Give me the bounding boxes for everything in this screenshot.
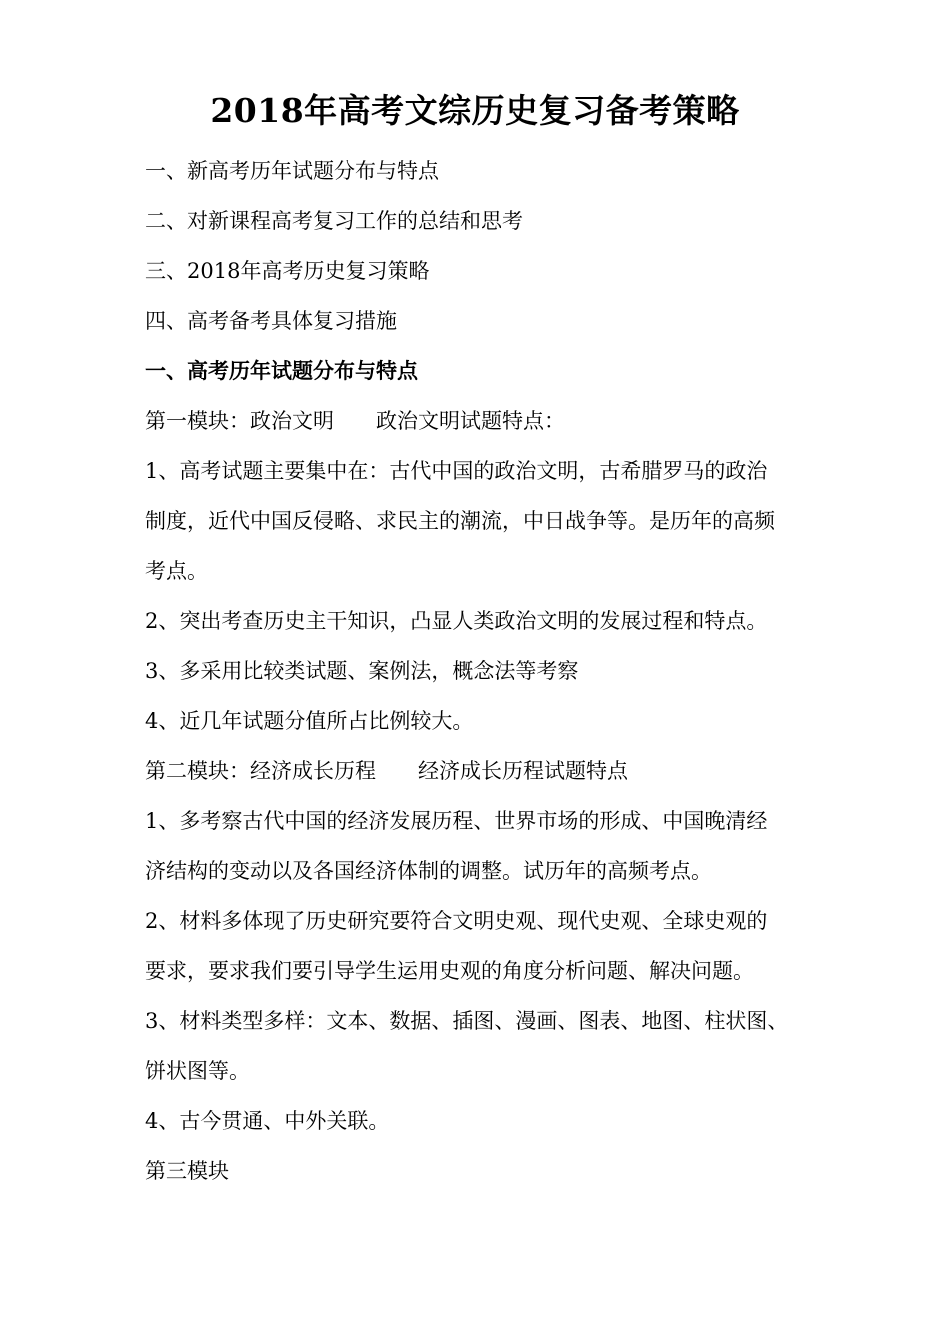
- module2-point3-line1: 3、材料类型多样：文本、数据、插图、漫画、图表、地图、柱状图、: [145, 1009, 789, 1033]
- module2-point2-line2: 要求，要求我们要引导学生运用史观的角度分析问题、解决问题。: [145, 959, 754, 983]
- module1-subtitle: 政治文明试题特点：: [376, 409, 565, 433]
- document-body: [145, 146, 835, 1196]
- outline-item-4: 四、高考备考具体复习措施: [145, 309, 397, 333]
- module1-point1-line3: 考点。: [145, 559, 208, 583]
- document-title: 2018年高考文综历史复习备考策略: [210, 91, 740, 130]
- module2-point1-line2: 济结构的变动以及各国经济体制的调整。试历年的高频考点。: [145, 859, 712, 883]
- section-heading: 一、高考历年试题分布与特点: [145, 358, 418, 383]
- outline-item-1: 一、新高考历年试题分布与特点: [145, 159, 439, 183]
- module1-point4: 4、近几年试题分值所占比例较大。: [145, 709, 474, 733]
- module1-point3: 3、多采用比较类试题、案例法，概念法等考察: [145, 659, 579, 683]
- module2-point3-line2: 饼状图等。: [145, 1059, 250, 1083]
- outline-item-2: 二、对新课程高考复习工作的总结和思考: [145, 209, 523, 233]
- module2-point2-line1: 2、材料多体现了历史研究要符合文明史观、现代史观、全球史观的: [145, 909, 768, 933]
- module3-heading: 第三模块: [145, 1159, 229, 1183]
- module1-point2: 2、突出考查历史主干知识，凸显人类政治文明的发展过程和特点。: [145, 609, 768, 633]
- module1-heading: [145, 396, 835, 446]
- module1-name: 第一模块：政治文明: [145, 409, 334, 433]
- module2-subtitle: 经济成长历程试题特点: [418, 759, 628, 783]
- outline-item-3: 三、2018年高考历史复习策略: [145, 259, 430, 283]
- module2-point4: 4、古今贯通、中外关联。: [145, 1109, 390, 1133]
- module2-point1-line1: 1、多考察古代中国的经济发展历程、世界市场的形成、中国晚清经: [145, 809, 768, 833]
- module1-point1-line2: 制度，近代中国反侵略、求民主的潮流，中日战争等。是历年的高频: [145, 509, 775, 533]
- module1-point1-line1: 1、高考试题主要集中在：古代中国的政治文明，古希腊罗马的政治: [145, 459, 768, 483]
- module2-heading: [145, 746, 835, 796]
- module2-name: 第二模块：经济成长历程: [145, 759, 376, 783]
